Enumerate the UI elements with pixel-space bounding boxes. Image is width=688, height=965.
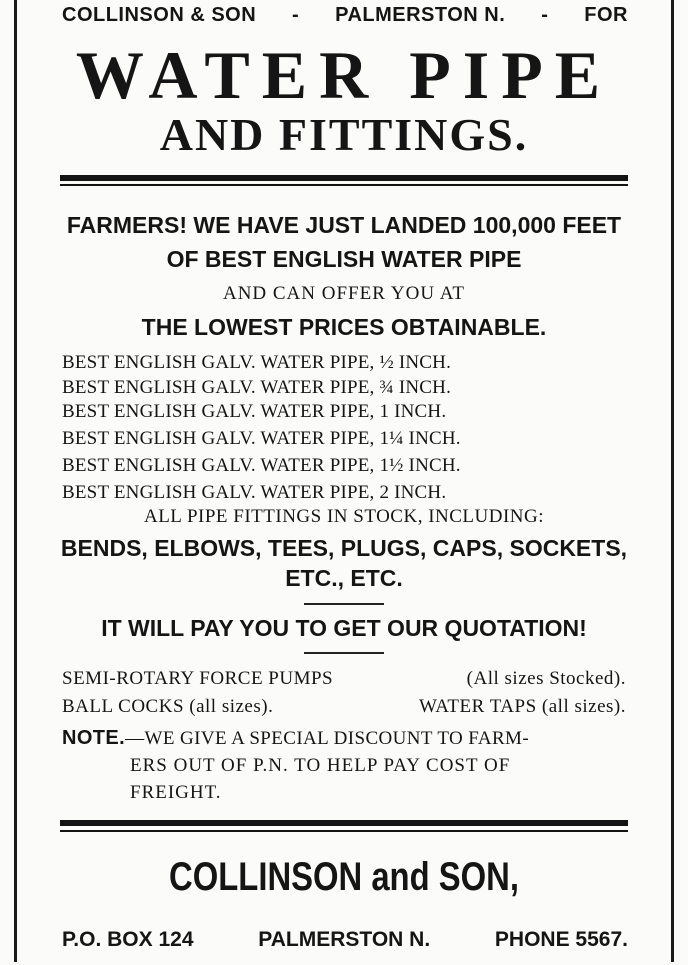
water-taps-text: WATER TAPS (all sizes).: [418, 696, 626, 717]
pumps-line: [62, 668, 626, 690]
headline-and-fittings: AND FITTINGS.: [159, 109, 529, 160]
fittings-list-2: ETC., ETC.: [285, 565, 403, 591]
fittings-list-1: BENDS, ELBOWS, TEES, PLUGS, CAPS, SOCKETS,: [60, 535, 628, 561]
fittings-intro: ALL PIPE FITTINGS IN STOCK, INCLUDING:: [143, 506, 545, 527]
footer-company-name: COLLINSON and SON,: [169, 855, 519, 899]
pumps-text: SEMI-ROTARY FORCE PUMPS: [62, 668, 334, 689]
note-line-3: FREIGHT.: [130, 782, 222, 803]
footer-town: PALMERSTON N.: [258, 928, 431, 951]
note-label: NOTE.: [62, 727, 126, 749]
header-company: COLLINSON & SON: [62, 4, 257, 26]
announcement-line-1: FARMERS! WE HAVE JUST LANDED 100,000 FEET: [66, 212, 622, 238]
headline-water-pipe: WATER PIPE: [75, 37, 613, 113]
header-town: PALMERSTON N.: [335, 4, 506, 26]
pipe-item-one-half-inch: BEST ENGLISH GALV. WATER PIPE, 1½ INCH.: [62, 455, 461, 476]
footer-contact: [62, 928, 628, 952]
header-for: FOR: [584, 4, 628, 26]
announcement-line-2: OF BEST ENGLISH WATER PIPE: [166, 246, 522, 272]
footer-po-box: P.O. BOX 124: [62, 928, 194, 951]
pipe-item-one-inch: BEST ENGLISH GALV. WATER PIPE, 1 INCH.: [62, 401, 447, 422]
divider-bottom: [60, 820, 628, 826]
divider-top: [60, 175, 628, 181]
pipe-item-half-inch: BEST ENGLISH GALV. WATER PIPE, ½ INCH.: [62, 352, 452, 373]
note-text-1: —WE GIVE A SPECIAL DISCOUNT TO FARM-: [125, 728, 530, 749]
pipe-item-one-quarter-inch: BEST ENGLISH GALV. WATER PIPE, 1¼ INCH.: [62, 428, 461, 449]
header-line: [62, 4, 628, 27]
announcement-line-4: THE LOWEST PRICES OBTAINABLE.: [141, 314, 547, 340]
quotation-line: IT WILL PAY YOU TO GET OUR QUOTATION!: [101, 615, 587, 641]
divider-short-1: [304, 603, 384, 605]
note-line-1: [62, 727, 529, 750]
pumps-note: (All sizes Stocked).: [466, 668, 626, 689]
note-line-2: ERS OUT OF P.N. TO HELP PAY COST OF: [130, 755, 511, 776]
divider-bottom-thin: [60, 830, 628, 832]
header-dash-1: -: [292, 4, 300, 26]
ball-cocks-text: BALL COCKS (all sizes).: [62, 696, 274, 717]
announcement-line-3: AND CAN OFFER YOU AT: [222, 283, 466, 304]
footer-phone: PHONE 5567.: [494, 928, 628, 951]
pipe-item-three-quarter-inch: BEST ENGLISH GALV. WATER PIPE, ¾ INCH.: [62, 377, 452, 398]
header-dash-2: -: [541, 4, 549, 26]
pipe-item-two-inch: BEST ENGLISH GALV. WATER PIPE, 2 INCH.: [62, 482, 447, 503]
divider-top-thin: [60, 184, 628, 186]
divider-short-2: [304, 652, 384, 654]
cocks-taps-line: [62, 696, 626, 718]
